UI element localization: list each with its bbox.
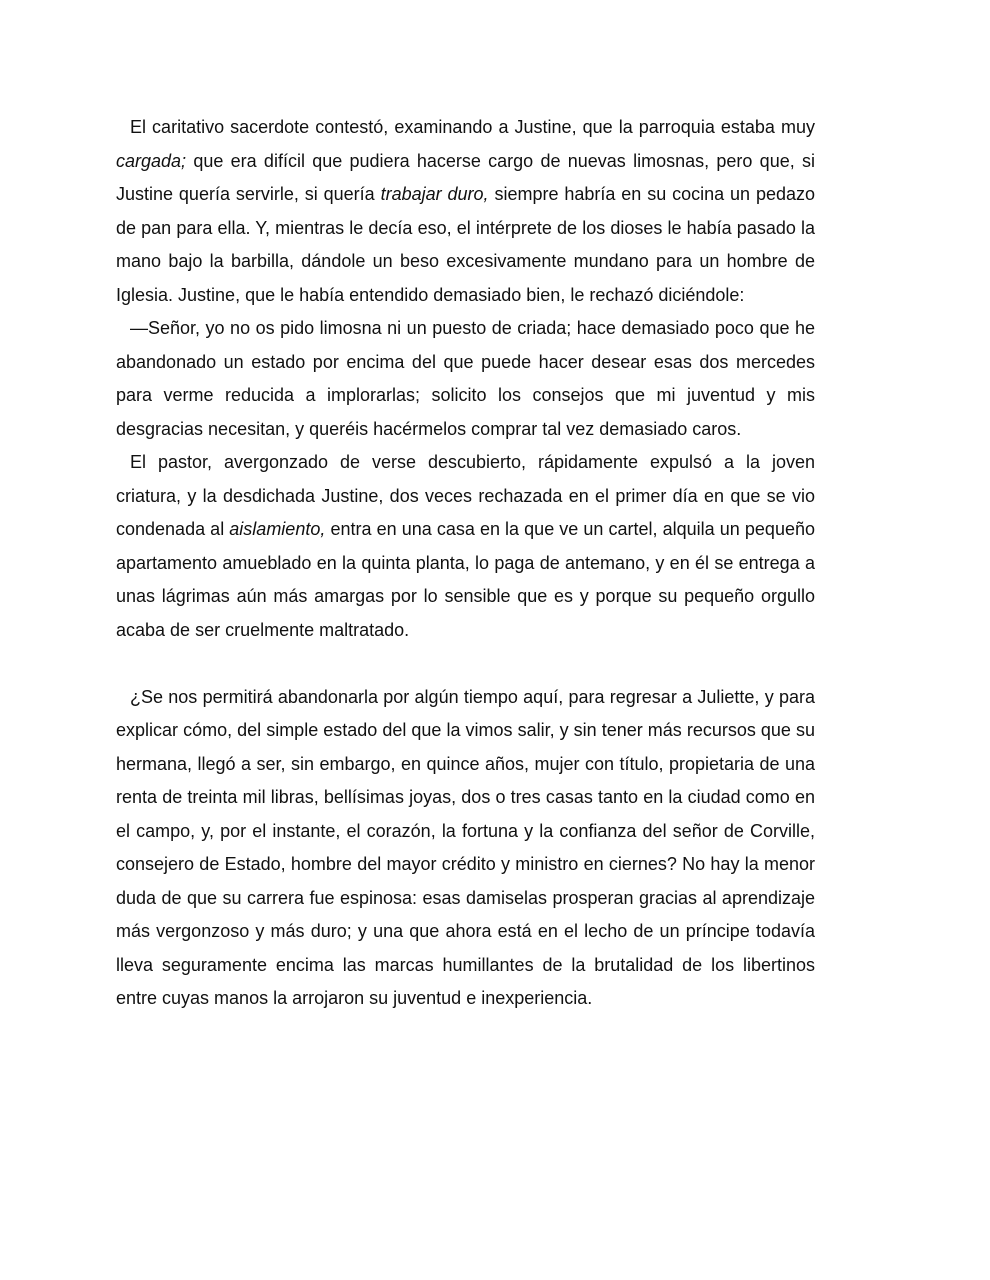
paragraph: [116, 446, 815, 647]
text-segment: El pastor, avergonzado de verse descubierto, rápidamente expulsó a la joven criatura, y la desdichada Justine, dos veces rechazada en el primer día en que se vio condenada al: [116, 452, 815, 539]
text-segment: siempre habría en su cocina un pedazo de pan para ella. Y, mientras le decía eso, el intérprete de los dioses le había pasado la mano bajo la barbilla, dándole un beso excesivamente mundano para un hombre de Iglesia. Justine, que le había entendido demasiado bien, le rechazó diciéndole:: [116, 184, 816, 305]
paragraph: [116, 312, 815, 446]
italic-segment: trabajar duro,: [380, 184, 489, 204]
document-page: [116, 111, 815, 1016]
italic-segment: cargada;: [116, 150, 187, 171]
text-segment: —Señor, yo no os pido limosna ni un puesto de criada; hace demasiado poco que he abandonado un estado por encima del que puede hacer desear esas dos mercedes para verme reducida a implorarlas; solicito los consejos que mi juventud y mis desgracias necesitan, y queréis hacérmelos comprar tal vez demasiado caros.: [116, 318, 815, 439]
text-segment: entra en una casa en la que ve un cartel, alquila un pequeño apartamento amueblado en la quinta planta, lo paga de antemano, y en él se entrega a unas lágrimas aún más amargas por lo sensible que es y porque su pequeño orgullo acaba de ser cruelmente maltratado.: [116, 519, 815, 640]
italic-segment: aislamiento,: [229, 519, 326, 539]
text-segment: ¿Se nos permitirá abandonarla por algún tiempo aquí, para regresar a Juliette, y para explicar cómo, del simple estado del que la vimos salir, y sin tener más recursos que su hermana, llegó a ser, sin embargo, en quince años, mujer con título, propietaria de una renta de treinta mil libras, bellísimas joyas, dos o tres casas tanto en la ciudad como en el campo, y, por el instante, el corazón, la fortuna y la confianza del señor de Corville, consejero de Estado, hombre del mayor crédito y ministro en ciernes? No hay la menor duda de que su carrera fue espinosa: esas damiselas prosperan gracias al aprendizaje más vergonzoso y más duro; y una que ahora está en el lecho de un príncipe todavía lleva seguramente encima las marcas humillantes de la brutalidad de los libertinos entre cuyas manos la arrojaron su juventud e inexperiencia.: [116, 686, 815, 1008]
text-segment: que era difícil que pudiera hacerse cargo de nuevas limosnas, pero que, si Justine quería servirle, si quería: [116, 150, 815, 204]
text-segment: El caritativo sacerdote contestó, examinando a Justine, que la parroquia estaba muy: [130, 117, 815, 137]
paragraph: [116, 111, 815, 312]
paragraph: [116, 681, 815, 1016]
